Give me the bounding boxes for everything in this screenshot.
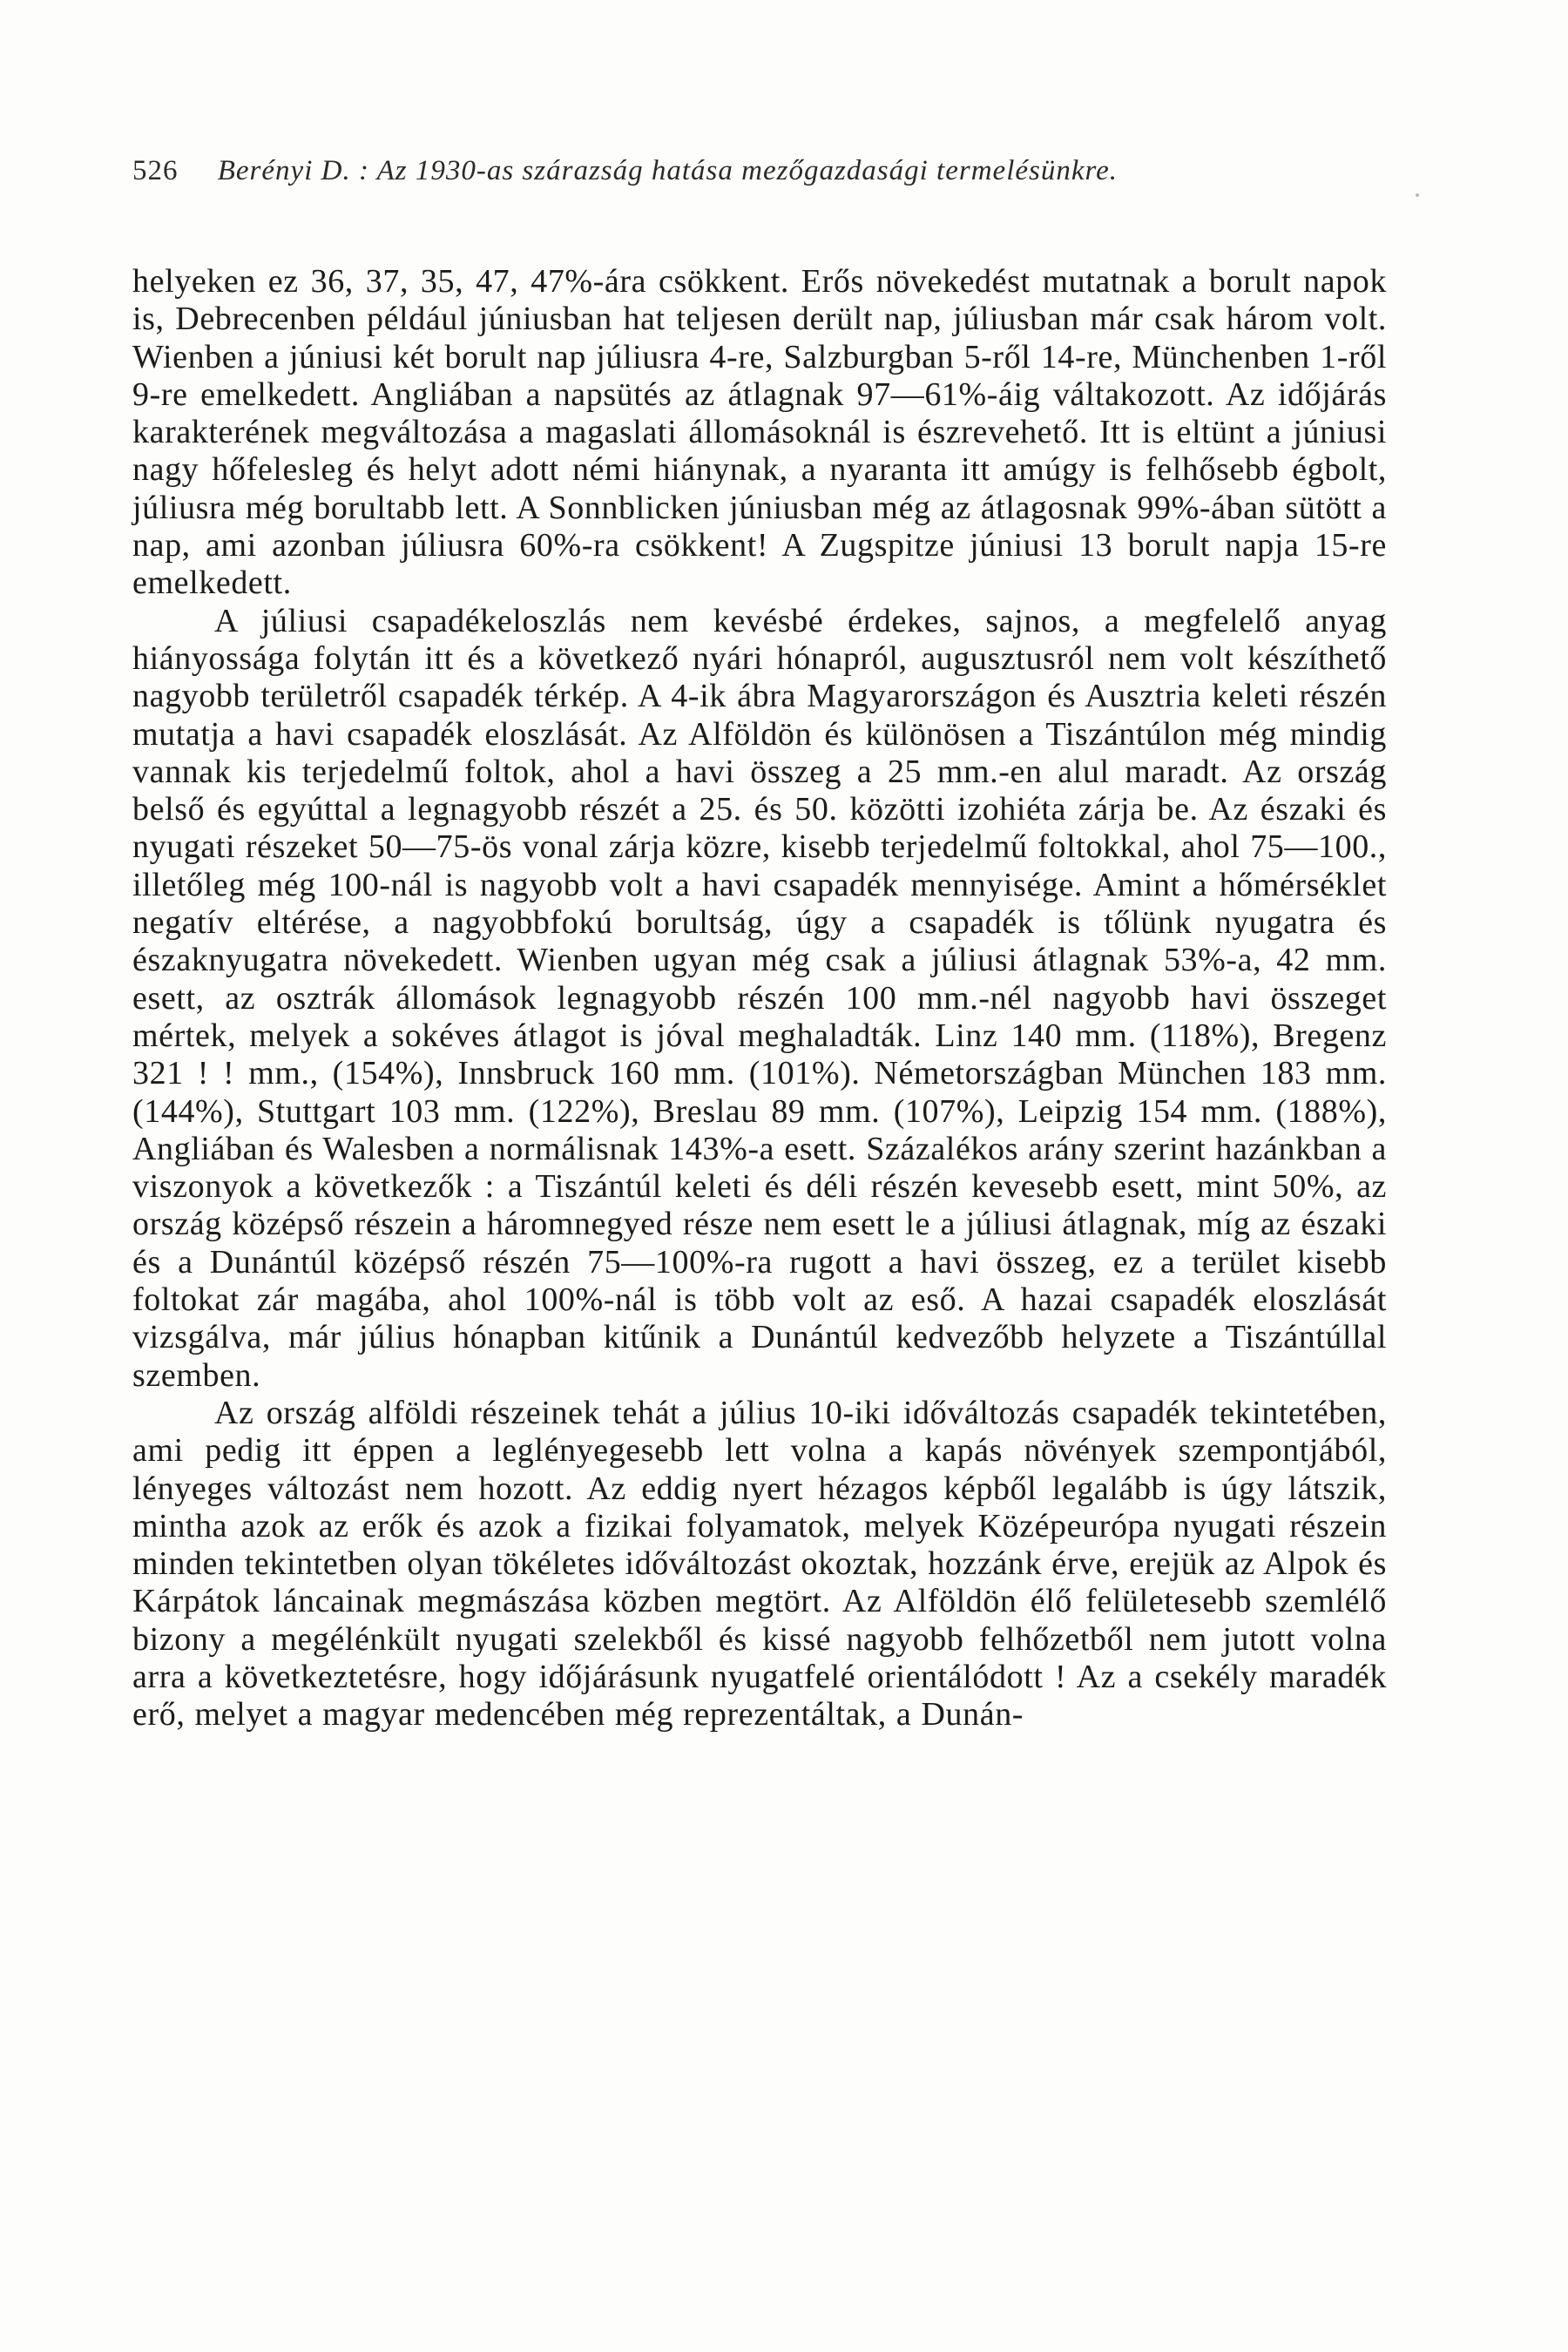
running-header [132, 155, 1387, 187]
paragraph-1: helyeken ez 36, 37, 35, 47, 47%-ára csökkent. Erős növekedést mutatnak a borult napok is, Debrecenben például júniusban hat teljesen derült nap, júliusban már csak három volt. Wienben a júniusi két borult nap júliusra 4-re, Salzburgban 5-ről 14-re, Münchenben 1-ről 9-re emelkedett. Angliában a napsütés az átlagnak 97—61%-áig váltakozott. Az időjárás karakterének megváltozása a magaslati állomásoknál is észrevehető. Itt is eltünt a júniusi nagy hőfelesleg és helyt adott némi hiánynak, a nyaranta itt amúgy is felhősebb égbolt, júliusra még borultabb lett. A Sonnblicken júniusban még az átlagosnak 99%-ában sütött a nap, ami azonban júliusra 60%-ra csökkent! A Zugspitze júniusi 13 borult napja 15-re emelkedett. [132, 263, 1387, 602]
paragraph-3: Az ország alföldi részeinek tehát a július 10-iki időváltozás csapadék tekintetében, ami pedig itt éppen a leglényegesebb lett volna a kapás növények szempontjából, lényeges változást nem hozott. Az eddig nyert hézagos képből legalább is úgy látszik, mintha azok az erők és azok a fizikai folyamatok, melyek Középeurópa nyugati részein minden tekintetben olyan tökéletes időváltozást okoztak, hozzánk érve, erejük az Alpok és Kárpátok láncainak megmászása közben megtört. Az Alföldön élő felületesebb szemlélő bizony a megélénkült nyugati szelekből és kissé nagyobb felhőzetből nem jutott volna arra a következtetésre, hogy időjárásunk nyugatfelé orientálódott ! Az a csekély maradék erő, melyet a magyar medencében még reprezentáltak, a Dunán- [132, 1394, 1387, 1734]
page-number: 526 [132, 155, 179, 186]
paragraph-2: A júliusi csapadékeloszlás nem kevésbé érdekes, sajnos, a megfelelő anyag hiányossága folytán itt és a következő nyári hónapról, augusztusról nem volt készíthető nagyobb területről csapadék térkép. A 4-ik ábra Magyarországon és Ausztria keleti részén mutatja a havi csapadék eloszlását. Az Alföldön és különösen a Tiszántúlon még mindig vannak kis terjedelmű foltok, ahol a havi összeg a 25 mm.-en alul maradt. Az ország belső és egyúttal a legnagyobb részét a 25. és 50. közötti izohiéta zárja be. Az északi és nyugati részeket 50—75-ös vonal zárja közre, kisebb terjedelmű foltokkal, ahol 75—100., illetőleg még 100-nál is nagyobb volt a havi csapadék mennyisége. Amint a hőmérséklet negatív eltérése, a nagyobbfokú borultság, úgy a csapadék is tőlünk nyugatra és északnyugatra növekedett. Wienben ugyan még csak a júliusi átlagnak 53%-a, 42 mm. esett, az osztrák állomások legnagyobb részén 100 mm.-nél nagyobb havi összeget mértek, melyek a sokéves átlagot is jóval meghaladták. Linz 140 mm. (118%), Bregenz 321 ! ! mm., (154%), Innsbruck 160 mm. (101%). Németországban München 183 mm. (144%), Stuttgart 103 mm. (122%), Breslau 89 mm. (107%), Leipzig 154 mm. (188%), Angliában és Walesben a normálisnak 143%-a esett. Százalékos arány szerint hazánkban a viszonyok a következők : a Tiszántúl keleti és déli részén kevesebb esett, mint 50%, az ország középső részein a háromnegyed része nem esett le a júliusi átlagnak, míg az északi és a Dunántúl középső részén 75—100%-ra rugott a havi összeg, ez a terület kisebb foltokat zár magába, ahol 100%-nál is több volt az eső. A hazai csapadék eloszlását vizsgálva, már július hónapban kitűnik a Dunántúl kedvezőbb helyzete a Tiszántúllal szemben. [132, 602, 1387, 1394]
running-title: Berényi D. : Az 1930-as szárazság hatása mezőgazdasági termelésünkre. [217, 155, 1119, 186]
print-speck [1416, 193, 1419, 197]
body-text [132, 263, 1387, 1734]
